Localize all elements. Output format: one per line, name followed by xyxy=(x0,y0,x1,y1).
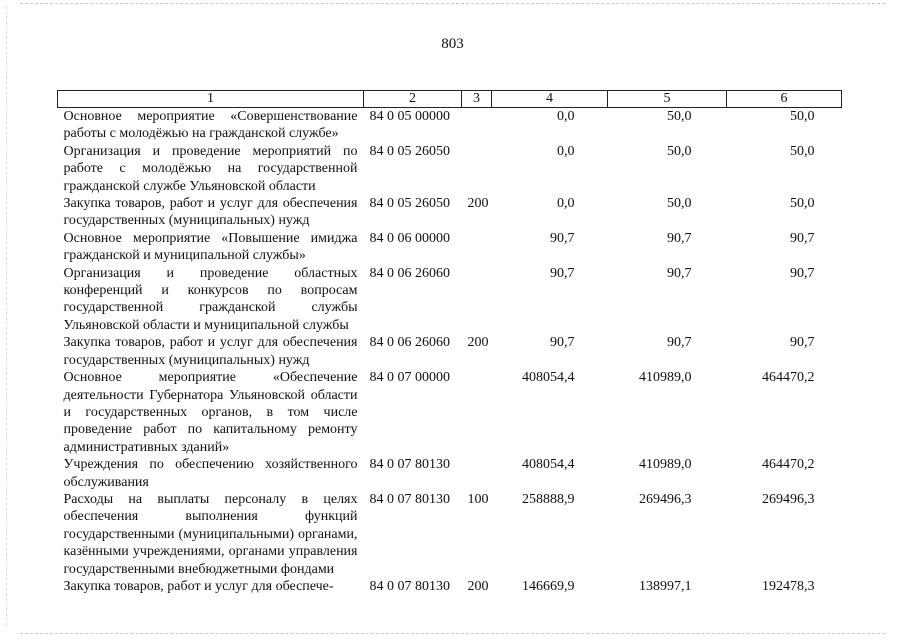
column-header-2: 2 xyxy=(364,91,462,108)
row-value-col4: 0,0 xyxy=(557,109,575,124)
row-code-cell: 84 0 07 80130 xyxy=(369,457,450,473)
column-header-4: 4 xyxy=(492,91,608,108)
row-value-col4: 0,0 xyxy=(557,143,575,159)
row-value-col5: 90,7 xyxy=(667,265,692,281)
row-name-cell: Организация и проведение областных конференций и конкурсов по вопросам государственной гражданской службы Ульяновской области и муниципальной службы xyxy=(63,265,358,333)
table-row xyxy=(58,491,842,578)
table-row xyxy=(58,230,842,265)
row-code-cell: 84 0 05 00000 xyxy=(369,109,450,124)
row-value-col5: 90,7 xyxy=(667,335,692,351)
row-value-col5: 50,0 xyxy=(667,196,692,212)
row-name-cell: Основное мероприятие «Повышение имиджа гражданской и муниципальной службы» xyxy=(63,230,358,264)
row-value-col4: 146669,9 xyxy=(522,578,575,594)
row-value-col4: 408054,4 xyxy=(522,457,575,473)
row-value-col6: 90,7 xyxy=(790,335,815,351)
row-value-col5: 410989,0 xyxy=(639,457,692,473)
row-value-col5: 90,7 xyxy=(667,230,692,246)
row-expense-type-cell xyxy=(462,108,492,143)
header-row xyxy=(58,91,842,108)
column-header-3: 3 xyxy=(462,91,492,108)
row-code-cell: 84 0 06 00000 xyxy=(369,230,450,246)
row-expense-type-cell xyxy=(462,230,492,265)
row-value-col6: 464470,2 xyxy=(762,457,815,473)
row-value-col5: 50,0 xyxy=(667,109,692,124)
row-name-cell: Закупка товаров, работ и услуг для обеспечения государственных (муниципальных) нужд xyxy=(63,335,358,368)
row-value-col4: 90,7 xyxy=(550,265,575,281)
row-code-cell: 84 0 06 26060 xyxy=(369,335,450,351)
column-header-1: 1 xyxy=(58,91,364,108)
row-name-cell: Организация и проведение мероприятий по работе с молодёжью на государственной гражданской службе Ульяновской области xyxy=(63,143,358,194)
table-row xyxy=(58,456,842,491)
row-expense-type-cell: 100 xyxy=(467,491,489,507)
row-value-col6: 90,7 xyxy=(790,230,815,246)
page-number: 803 xyxy=(441,36,464,52)
row-value-col4: 90,7 xyxy=(550,230,575,246)
row-code-cell: 84 0 05 26050 xyxy=(369,143,450,159)
row-code-cell: 84 0 07 00000 xyxy=(369,370,450,386)
row-value-col6: 90,7 xyxy=(790,265,815,281)
table-row xyxy=(58,195,842,230)
row-name-cell: Закупка товаров, работ и услуг для обеспечения государственных (муниципальных) нужд xyxy=(63,196,358,229)
row-value-col4: 90,7 xyxy=(550,335,575,351)
row-value-col6: 192478,3 xyxy=(762,578,815,594)
column-header-6: 6 xyxy=(727,91,842,108)
row-value-col5: 138997,1 xyxy=(639,578,692,594)
row-value-col6: 50,0 xyxy=(790,109,815,124)
row-code-cell: 84 0 06 26060 xyxy=(369,265,450,281)
row-code-cell: 84 0 07 80130 xyxy=(369,491,450,507)
row-code-cell: 84 0 05 26050 xyxy=(369,196,450,212)
budget-table xyxy=(57,90,842,595)
column-header-5: 5 xyxy=(608,91,727,108)
row-code-cell: 84 0 07 80130 xyxy=(369,578,450,594)
row-value-col5: 410989,0 xyxy=(639,370,692,386)
row-value-col5: 50,0 xyxy=(667,143,692,159)
row-expense-type-cell xyxy=(462,369,492,456)
row-name-cell: Расходы на выплаты персоналу в целях обеспечения выполнения функций государственными (муниципальными) органами, казёнными учреждениями, органами управления государственными внебюджетными фондами xyxy=(63,491,358,577)
row-name-cell: Закупка товаров, работ и услуг для обеспече- xyxy=(63,578,334,594)
row-value-col5: 269496,3 xyxy=(639,491,692,507)
row-name-cell: Учреждения по обеспечению хозяйственного обслуживания xyxy=(63,457,358,490)
table-row xyxy=(58,265,842,335)
scan-top-edge xyxy=(20,3,885,4)
row-value-col4: 258888,9 xyxy=(522,491,575,507)
row-value-col4: 0,0 xyxy=(557,196,575,212)
row-value-col6: 464470,2 xyxy=(762,370,815,386)
scan-bottom-edge xyxy=(20,633,885,634)
row-value-col6: 269496,3 xyxy=(762,491,815,507)
row-value-col4: 408054,4 xyxy=(522,370,575,386)
row-expense-type-cell: 200 xyxy=(467,196,489,212)
table-row xyxy=(58,334,842,369)
row-expense-type-cell xyxy=(462,143,492,195)
table-row xyxy=(58,369,842,456)
row-name-cell: Основное мероприятие «Обеспечение деятельности Губернатора Ульяновской области и государственных органов, в том числе проведение работ по капитальному ремонту административных зданий» xyxy=(63,370,358,455)
table-row xyxy=(58,108,842,143)
scan-left-edge xyxy=(6,6,7,626)
row-expense-type-cell: 200 xyxy=(467,335,489,351)
row-expense-type-cell xyxy=(462,456,492,491)
row-expense-type-cell xyxy=(462,265,492,335)
table-row xyxy=(58,143,842,195)
row-expense-type-cell: 200 xyxy=(467,578,489,594)
row-name-cell: Основное мероприятие «Совершенствование работы с молодёжью на гражданской службе» xyxy=(63,109,358,142)
table-row xyxy=(58,578,842,595)
row-value-col6: 50,0 xyxy=(790,196,815,212)
row-value-col6: 50,0 xyxy=(790,143,815,159)
